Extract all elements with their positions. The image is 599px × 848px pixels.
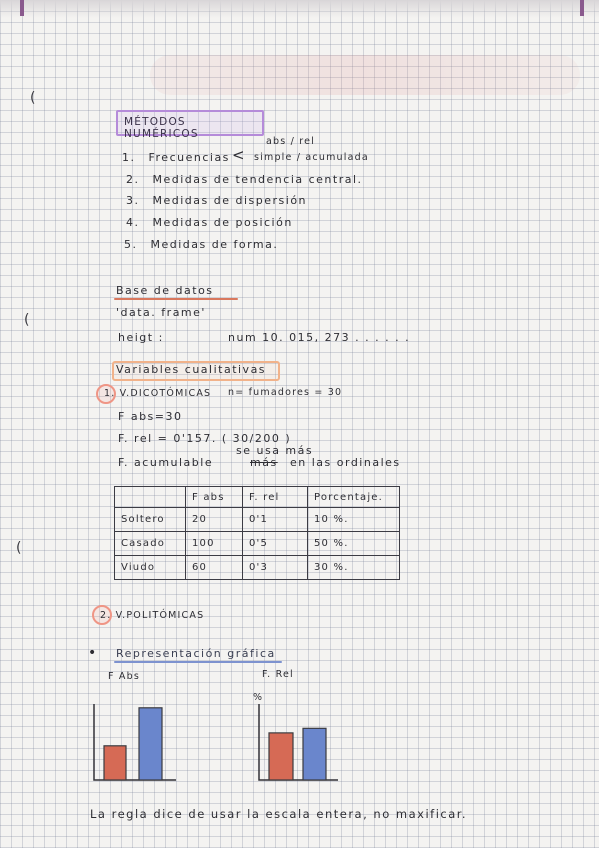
database-heading: Base de datos: [116, 284, 214, 297]
table-cell: 30 %.: [308, 556, 400, 580]
list-text: Medidas de posición: [152, 216, 293, 229]
chart-right-bar-2: [303, 728, 326, 780]
dichotomous-label: 1. V.DICOTÓMICAS: [104, 388, 212, 399]
page-title: MÉTODOS NUMÉRICOS: [124, 116, 199, 140]
table-cell: 50 %.: [308, 532, 400, 556]
table-cell: Casado: [115, 532, 186, 556]
table-cell: Viudo: [115, 556, 186, 580]
f-abs-line: F abs=30: [118, 410, 183, 423]
height-label: heigt :: [118, 331, 164, 344]
list-number: 5.: [124, 238, 138, 251]
margin-mark: (: [24, 312, 30, 328]
freq-branch-bracket: <: [232, 146, 247, 164]
table-header-cell: Porcentaje.: [308, 487, 400, 508]
f-rel-line: F. rel = 0'157. ( 30/200 ): [118, 432, 292, 445]
ordinales-note: en las ordinales: [290, 456, 401, 469]
table-cell: 100: [186, 532, 243, 556]
f-acum-line: F. acumulable: [118, 456, 214, 469]
height-value: num 10. 015, 273 . . . . . .: [228, 331, 411, 344]
qualitative-heading: Variables cualitativas: [116, 363, 267, 376]
chart-left-label: F Abs: [108, 671, 140, 682]
bullet-icon: •: [88, 645, 98, 661]
dataframe-label: 'data. frame': [116, 306, 206, 319]
table-cell: 0'1: [243, 508, 308, 532]
margin-mark: (: [30, 90, 36, 106]
freq-branch-top: abs / rel: [266, 136, 316, 147]
list-number: 2.: [126, 173, 140, 186]
table-header-cell: F. rel: [243, 487, 308, 508]
freq-branch-bottom: simple / acumulada: [254, 152, 369, 163]
chart-left-bar-1: [104, 746, 126, 780]
chart-right-label: F. Rel: [262, 669, 294, 680]
table-cell: 0'5: [243, 532, 308, 556]
dichotomous-note: n= fumadores = 30: [228, 387, 343, 398]
table-header-cell: F abs: [186, 487, 243, 508]
chart-right-bar-1: [269, 733, 293, 780]
chart-right-axis-label: %: [253, 692, 264, 703]
list-text: Medidas de tendencia central.: [152, 173, 363, 186]
polytomous-label: 2. V.POLITÓMICAS: [100, 610, 205, 621]
list-number: 1.: [122, 151, 136, 164]
table-cell: 0'3: [243, 556, 308, 580]
list-text: Frecuencias: [148, 151, 230, 164]
list-text: Medidas de dispersión: [152, 194, 308, 207]
list-text: Medidas de forma.: [150, 238, 279, 251]
chart-left-bar-2: [139, 708, 162, 780]
graphic-heading: Representación gráfica: [116, 647, 276, 660]
se-usa-mas-note: se usa más: [236, 444, 314, 457]
margin-mark: (: [16, 540, 22, 556]
footer-note: La regla dice de usar la escala entera, no maxificar.: [90, 807, 468, 821]
table-cell: 20: [186, 508, 243, 532]
list-number: 3.: [126, 194, 140, 207]
crossed-out-word: más: [250, 456, 278, 469]
table-cell: 10 %.: [308, 508, 400, 532]
list-number: 4.: [126, 216, 140, 229]
table-cell: Soltero: [115, 508, 186, 532]
table-cell: 60: [186, 556, 243, 580]
